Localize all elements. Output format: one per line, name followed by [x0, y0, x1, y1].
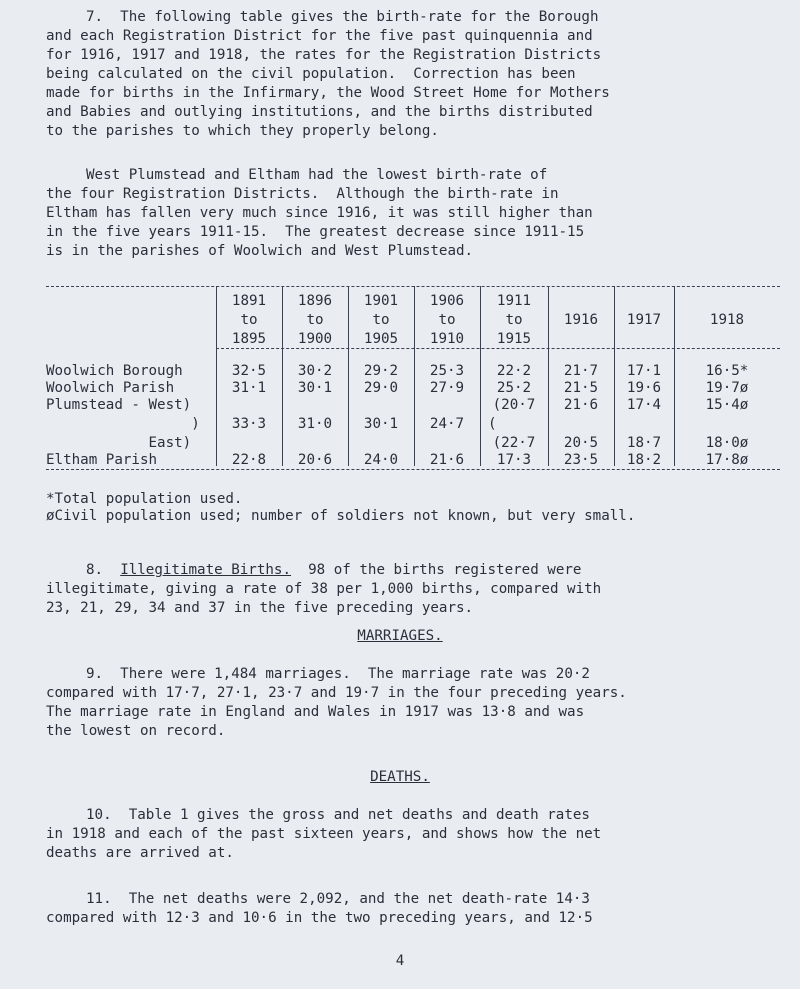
paragraph-11 — [46, 890, 593, 928]
column-header: 1918 — [709, 312, 745, 328]
table-cell: 17·3 — [496, 452, 532, 468]
table-cell: 19·7ø — [705, 380, 749, 396]
table-cell: 29·0 — [363, 380, 399, 396]
paragraph-7 — [46, 8, 610, 141]
table-top-rule — [46, 286, 780, 287]
column-header: 1911 to 1915 — [496, 293, 532, 347]
row-label: Plumstead - West) — [46, 397, 192, 413]
table-cell: 31·0 — [297, 416, 333, 432]
table-cell: 17·8ø — [705, 452, 749, 468]
text-line: compared with 12·3 and 10·6 in the two preceding years, and 12·5 — [46, 910, 593, 926]
column-header: 1896 to 1900 — [297, 293, 333, 347]
table-cell: 24·0 — [363, 452, 399, 468]
table-cell: (22·7 — [492, 435, 536, 451]
row-label: ) — [46, 416, 200, 432]
text-line: is in the parishes of Woolwich and West Plumstead. — [46, 243, 474, 259]
row-label: East) — [46, 435, 192, 451]
column-header: 1891 to 1895 — [231, 293, 267, 347]
text-line: the lowest on record. — [46, 723, 226, 739]
table-cell: 22·2 — [496, 363, 532, 379]
table-cell: 18·2 — [626, 452, 662, 468]
table-cell: 21·6 — [429, 452, 465, 468]
table-cell: 31·1 — [231, 380, 267, 396]
paragraph-8 — [46, 561, 601, 618]
table-cell: 23·5 — [563, 452, 599, 468]
table-cell: 21·5 — [563, 380, 599, 396]
text-line: and each Registration District for the five past quinquennia and — [46, 28, 593, 44]
table-cell: 22·8 — [231, 452, 267, 468]
text-line: in the five years 1911-15. The greatest decrease since 1911-15 — [46, 224, 585, 240]
text-line: West Plumstead and Eltham had the lowest birth-rate of — [86, 167, 548, 183]
table-cell: 27·9 — [429, 380, 465, 396]
table-cell: 25·2 — [496, 380, 532, 396]
table-cell: 20·5 — [563, 435, 599, 451]
column-header: 1916 — [563, 312, 599, 328]
table-cell: 30·1 — [297, 380, 333, 396]
text-line: 23, 21, 29, 34 and 37 in the five preceding years. — [46, 600, 474, 616]
text-line: compared with 17·7, 27·1, 23·7 and 19·7 in the four preceding years. — [46, 685, 627, 701]
section-heading-illegitimate-births: Illegitimate Births. — [120, 562, 292, 578]
page-number: 4 — [395, 953, 405, 969]
paragraph-10 — [46, 806, 601, 863]
table-cell: 15·4ø — [705, 397, 749, 413]
table-cell: 33·3 — [231, 416, 267, 432]
table-cell: 24·7 — [429, 416, 465, 432]
text-line: to the parishes to which they properly belong. — [46, 123, 439, 139]
text-line: 9. There were 1,484 marriages. The marriage rate was 20·2 — [86, 666, 590, 682]
row-label: Woolwich Borough — [46, 363, 183, 379]
paragraph-9 — [46, 665, 627, 741]
table-bottom-rule — [46, 469, 780, 470]
table-cell: 18·7 — [626, 435, 662, 451]
table-cell: 20·6 — [297, 452, 333, 468]
table-cell: 18·0ø — [705, 435, 749, 451]
table-cell: 21·7 — [563, 363, 599, 379]
text-line: 8. Illegitimate Births. 98 of the births registered were — [86, 562, 582, 578]
text-line: in 1918 and each of the past sixteen years, and shows how the net — [46, 826, 602, 842]
text-line: for 1916, 1917 and 1918, the rates for the Registration Districts — [46, 47, 602, 63]
text-line: 7. The following table gives the birth-rate for the Borough — [86, 9, 599, 25]
table-cell: 29·2 — [363, 363, 399, 379]
table-cell: 25·3 — [429, 363, 465, 379]
column-header: 1906 to 1910 — [429, 293, 465, 347]
text-line: 10. Table 1 gives the gross and net deaths and death rates — [86, 807, 590, 823]
table-cell: 17·4 — [626, 397, 662, 413]
text-line: illegitimate, giving a rate of 38 per 1,000 births, compared with — [46, 581, 602, 597]
table-cell: (20·7 — [492, 397, 536, 413]
table-cell: 17·1 — [626, 363, 662, 379]
table-cell: 19·6 — [626, 380, 662, 396]
text-line: Eltham has fallen very much since 1916, it was still higher than — [46, 205, 593, 221]
column-header: 1901 to 1905 — [363, 293, 399, 347]
table-cell: 30·2 — [297, 363, 333, 379]
text-line: made for births in the Infirmary, the Wood Street Home for Mothers — [46, 85, 610, 101]
row-label: Woolwich Parish — [46, 380, 175, 396]
text-line: The marriage rate in England and Wales in 1917 was 13·8 and was — [46, 704, 585, 720]
text-line: being calculated on the civil population. Correction has been — [46, 66, 576, 82]
text-line: the four Registration Districts. Although the birth-rate in — [46, 186, 559, 202]
paragraph-number: 8. — [86, 562, 104, 578]
footnote-civil-population: øCivil population used; number of soldiers not known, but very small. — [46, 508, 636, 524]
column-header: 1917 — [626, 312, 662, 328]
paragraph-birth-rate-summary — [46, 166, 593, 261]
section-heading-marriages: MARRIAGES. — [357, 628, 443, 644]
table-cell: 21·6 — [563, 397, 599, 413]
section-heading-deaths: DEATHS. — [370, 769, 430, 785]
row-label: Eltham Parish — [46, 452, 158, 468]
table-cell: 32·5 — [231, 363, 267, 379]
table-cell: 30·1 — [363, 416, 399, 432]
table-cell: ( — [488, 416, 497, 432]
footnote-total-population: *Total population used. — [46, 491, 243, 507]
text-line: 11. The net deaths were 2,092, and the net death-rate 14·3 — [86, 891, 590, 907]
text-line: deaths are arrived at. — [46, 845, 234, 861]
text-line: and Babies and outlying institutions, and the births distributed — [46, 104, 593, 120]
table-cell: 16·5* — [705, 363, 749, 379]
birth-rate-table — [46, 286, 780, 486]
